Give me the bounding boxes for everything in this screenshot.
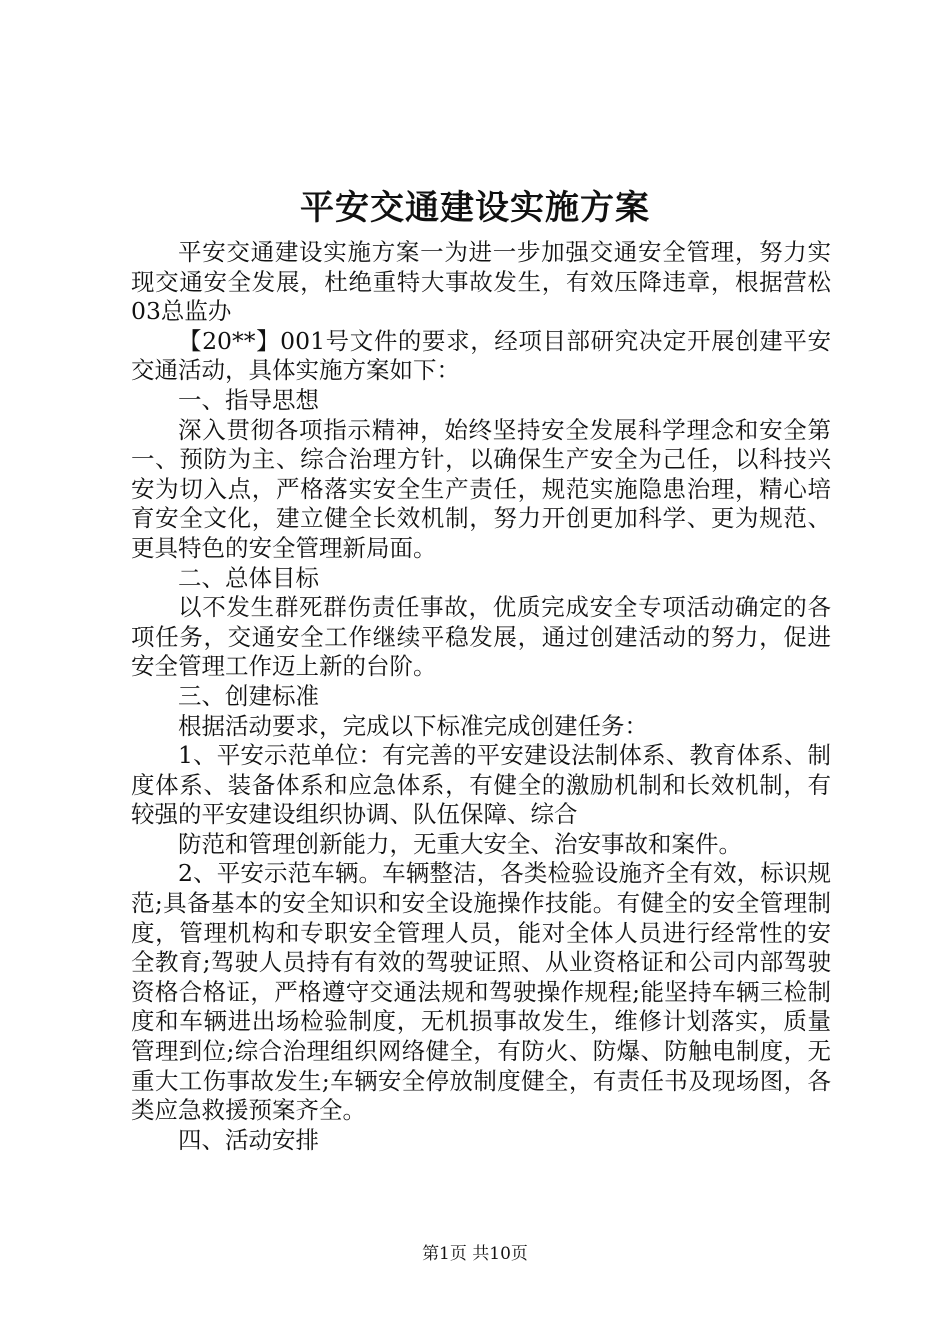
- section-heading-guiding-ideology: 一、指导思想: [178, 385, 319, 414]
- paragraph-guiding-ideology: 深入贯彻各项指示精神，始终坚持安全发展科学理念和安全第一、预防为主、综合治理方针，以确保生产安全为己任，以科技兴安为切入点，严格落实安全生产责任，规范实施隐患治理，精心培育安全文化，建立健全长效机制，努力开创更加科学、更为规范、更具特色的安全管理新局面。: [131, 415, 831, 562]
- document-title: 平安交通建设实施方案: [300, 188, 650, 228]
- document-body: [131, 238, 831, 1155]
- section-heading-standards: 三、创建标准: [178, 681, 319, 710]
- paragraph-standard-unit: 1、平安示范单位：有完善的平安建设法制体系、教育体系、制度体系、装备体系和应急体系，有健全的激励机制和长效机制，有较强的平安建设组织协调、队伍保障、综合: [131, 741, 831, 829]
- paragraph-intro: 平安交通建设实施方案一为进一步加强交通安全管理，努力实现交通安全发展，杜绝重特大事故发生，有效压降违章，根据营松03总监办: [131, 238, 831, 326]
- paragraph-document-reference: 【20**】001号文件的要求，经项目部研究决定开展创建平安交通活动，具体实施方案如下：: [131, 326, 831, 385]
- paragraph-overall-goal: 以不发生群死群伤责任事故，优质完成安全专项活动确定的各项任务，交通安全工作继续平稳发展，通过创建活动的努力，促进安全管理工作迈上新的台阶。: [131, 593, 831, 681]
- paragraph-standard-unit-continued: 防范和管理创新能力，无重大安全、治安事故和案件。: [178, 829, 742, 858]
- paragraph-standards-intro: 根据活动要求，完成以下标准完成创建任务：: [178, 711, 648, 740]
- section-heading-overall-goal: 二、总体目标: [178, 563, 319, 592]
- page-number-footer: 第1页 共10页: [422, 1244, 528, 1264]
- section-heading-activity-arrangement: 四、活动安排: [178, 1125, 319, 1154]
- paragraph-standard-vehicle: 2、平安示范车辆。车辆整洁，各类检验设施齐全有效，标识规范;具备基本的安全知识和安全设施操作技能。有健全的安全管理制度，管理机构和专职安全管理人员，能对全体人员进行经常性的安全教育;驾驶人员持有有效的驾驶证照、从业资格证和公司内部驾驶资格合格证，严格遵守交通法规和驾驶操作规程;能坚持车辆三检制度和车辆进出场检验制度，无机损事故发生，维修计划落实，质量管理到位;综合治理组织网络健全，有防火、防爆、防触电制度，无重大工伤事故发生;车辆安全停放制度健全，有责任书及现场图，各类应急救援预案齐全。: [131, 859, 831, 1125]
